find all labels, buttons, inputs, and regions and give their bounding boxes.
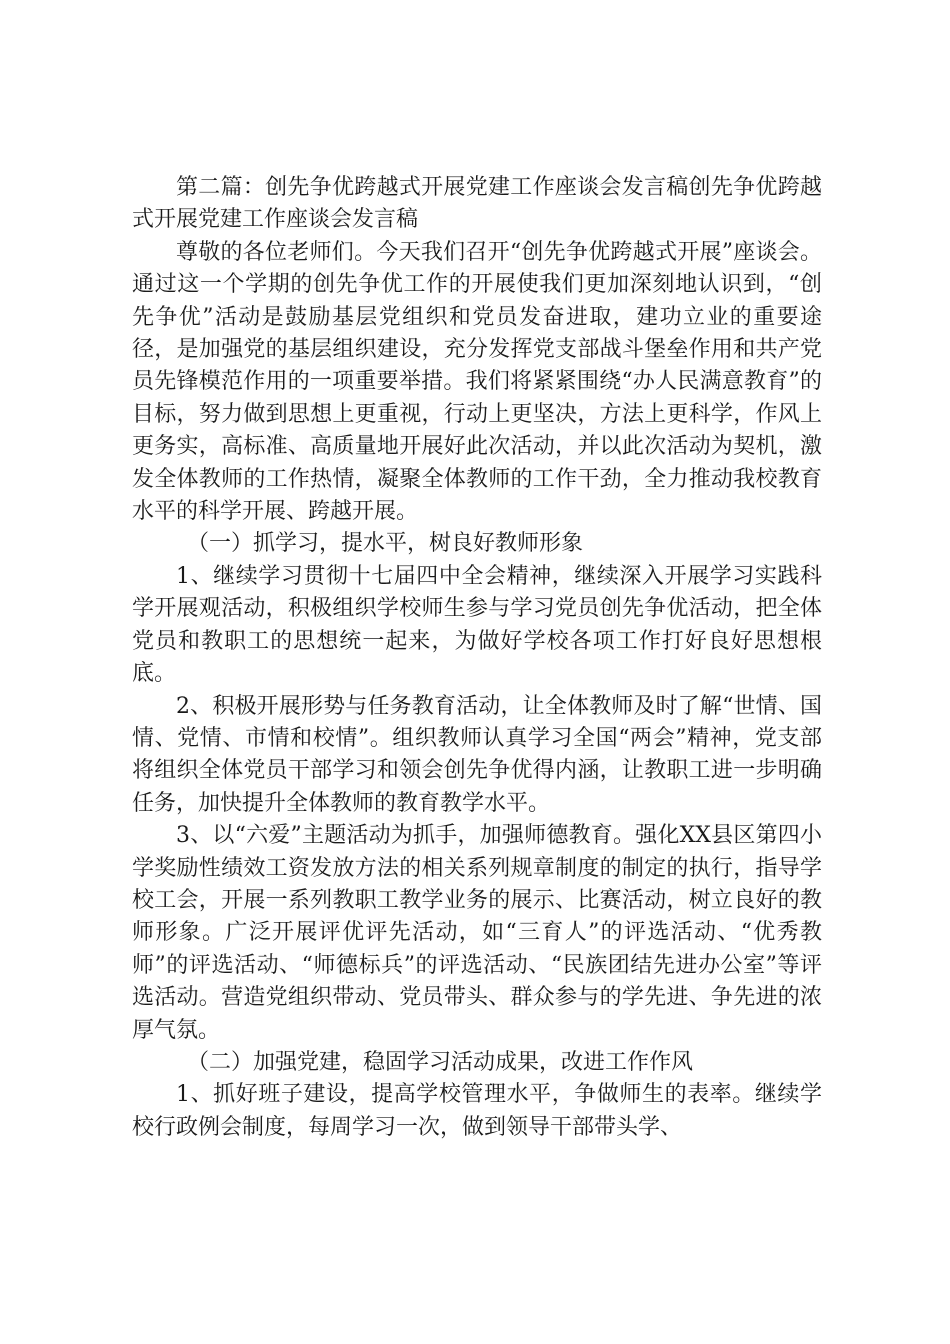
section-heading-2: （二）加强党建，稳固学习活动成果，改进工作作风 [187,1049,694,1075]
paragraph-item-1-2: 2、积极开展形势与任务教育活动，让全体教师及时了解“世情、国情、党情、市情和校情”。组织教师认真学习全国“两会”精神，党支部将组织全体党员干部学习和领会创先争优得内涵，让教职工进一步明确任务，加快提升全体教师的教育教学水平。 [132,693,822,816]
paragraph-item-2-1: 1、抓好班子建设，提高学校管理水平，争做师生的表率。继续学校行政例会制度，每周学习一次，做到领导干部带头学、 [132,1082,822,1140]
document-body [132,172,822,1144]
section-heading-1: （一）抓学习，提水平，树良好教师形象 [187,531,584,557]
document-title: 第二篇：创先争优跨越式开展党建工作座谈会发言稿创先争优跨越式开展党建工作座谈会发言稿 [132,175,822,233]
paragraph-item-1-3: 3、以“六爱”主题活动为抓手，加强师德教育。强化XX县区第四小学奖励性绩效工资发放方法的相关系列规章制度的制定的执行，指导学校工会，开展一系列教职工教学业务的展示、比赛活动，树立良好的教师形象。广泛开展评优评先活动，如“三育人”的评选活动、“优秀教师”的评选活动、“师德标兵”的评选活动、“民族团结先进办公室”等评选活动。营造党组织带动、党员带头、群众参与的学先进、争先进的浓厚气氛。 [132,823,822,1043]
paragraph-item-1-1: 1、继续学习贯彻十七届四中全会精神，继续深入开展学习实践科学开展观活动，积极组织学校师生参与学习党员创先争优活动，把全体党员和教职工的思想统一起来，为做好学校各项工作打好良好思想根底。 [132,563,822,687]
paragraph-intro: 尊敬的各位老师们。今天我们召开“创先争优跨越式开展”座谈会。通过这一个学期的创先争优工作的开展使我们更加深刻地认识到，“创先争优”活动是鼓励基层党组织和党员发奋进取，建功立业的重要途径，是加强党的基层组织建设，充分发挥党支部战斗堡垒作用和共产党员先锋模范作用的一项重要举措。我们将紧紧围绕“办人民满意教育”的目标，努力做到思想上更重视，行动上更坚决，方法上更科学，作风上更务实，高标准、高质量地开展好此次活动，并以此次活动为契机，激发全体教师的工作热情，凝聚全体教师的工作干劲，全力推动我校教育水平的科学开展、跨越开展。 [132,239,822,525]
